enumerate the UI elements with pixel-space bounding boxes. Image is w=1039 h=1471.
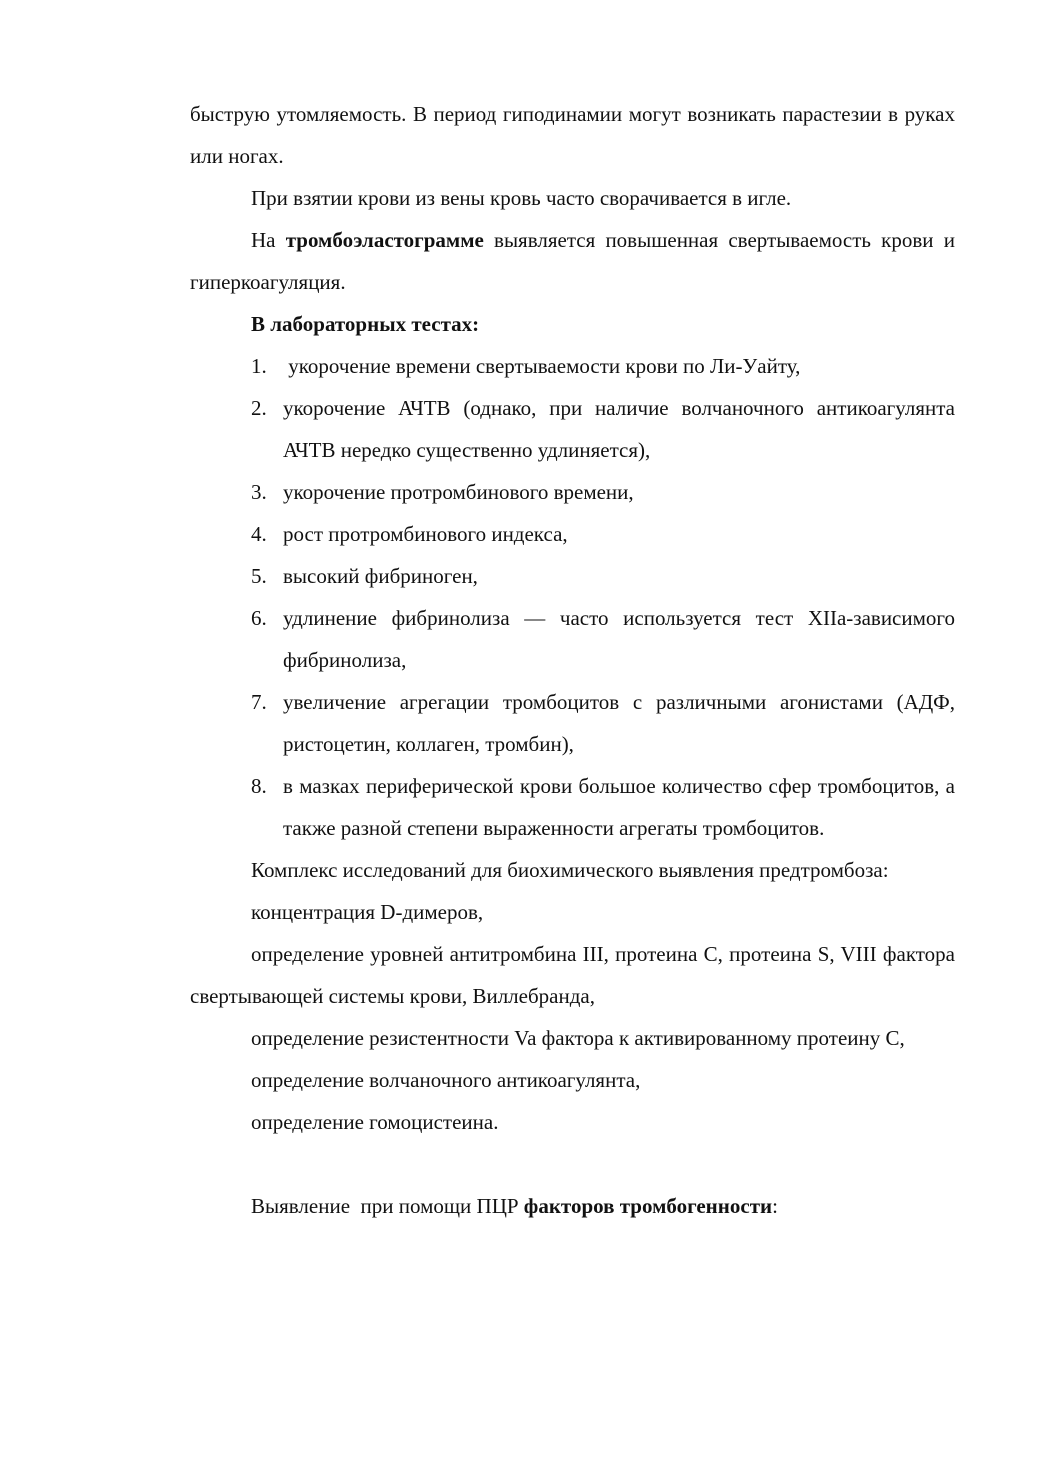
list-item-text: рост протромбинового индекса, — [283, 522, 568, 546]
list-item-number: 7. — [251, 690, 267, 714]
list-item — [251, 555, 955, 597]
list-item — [251, 471, 955, 513]
thromboelastogram-text-before: На — [251, 228, 286, 252]
list-item — [251, 597, 955, 681]
lab-tests-heading-text: В лабораторных тестах: — [251, 312, 480, 336]
pcr-text-after: : — [772, 1194, 778, 1218]
list-item — [251, 765, 955, 849]
list-item-number: 8. — [251, 774, 267, 798]
list-item-text: высокий фибриноген, — [283, 564, 478, 588]
pcr-term: факторов тромбогенности — [523, 1194, 773, 1218]
list-item-text: укорочение времени свертываемости крови по Ли-Уайту, — [283, 354, 801, 378]
paragraph-thromboelastogram — [190, 219, 955, 303]
lab-tests-list — [190, 345, 955, 849]
list-item-text: в мазках периферической крови большое количество сфер тромбоцитов, а также разной степени выраженности агрегаты тромбоцитов. — [283, 774, 955, 840]
list-item-number: 5. — [251, 564, 267, 588]
list-item-text: укорочение протромбинового времени, — [283, 480, 634, 504]
pcr-text-before: Выявление при помощи ПЦР — [251, 1194, 524, 1218]
list-item-number: 1. — [251, 354, 267, 378]
list-item-text: увеличение агрегации тромбоцитов с различными агонистами (АДФ, ристоцетин, коллаген, тромбин), — [283, 690, 955, 756]
list-item-number: 4. — [251, 522, 267, 546]
paragraph-pcr — [190, 1185, 955, 1227]
list-item — [251, 345, 955, 387]
paragraph-gap — [190, 1143, 955, 1185]
lab-tests-heading — [190, 303, 955, 345]
list-item-number: 3. — [251, 480, 267, 504]
complex-item-homocysteine: определение гомоцистеина. — [251, 1110, 499, 1134]
paragraph-fatigue: быструю утомляемость. В период гиподинамии могут возникать парастезии в руках или ногах. — [190, 102, 955, 168]
list-item-number: 6. — [251, 606, 267, 630]
complex-item-lupus-anticoagulant: определение волчаночного антикоагулянта, — [251, 1068, 641, 1092]
complex-item-va-resistance: определение резистентности Va фактора к активированному протеину C, — [251, 1026, 905, 1050]
thromboelastogram-text-after: выявляется повышенная свертываемость крови и гиперкоагуляция. — [190, 228, 955, 294]
thromboelastogram-term: тромбоэластограмме — [285, 228, 484, 252]
document-page — [190, 93, 955, 1227]
list-item — [251, 513, 955, 555]
list-item-number: 2. — [251, 396, 267, 420]
list-item — [251, 681, 955, 765]
paragraph-complex-intro: Комплекс исследований для биохимического выявления предтромбоза: — [251, 858, 889, 882]
list-item-text: удлинение фибринолиза — часто используется тест XIIа-зависимого фибринолиза, — [283, 606, 955, 672]
list-item-text: укорочение АЧТВ (однако, при наличие волчаночного антикоагулянта АЧТВ нередко существенно удлиняется), — [283, 396, 955, 462]
complex-item-d-dimers: концентрация D-димеров, — [251, 900, 484, 924]
paragraph-blood-sampling: При взятии крови из вены кровь часто сворачивается в игле. — [251, 186, 792, 210]
list-item — [251, 387, 955, 471]
complex-item-antithrombin: определение уровней антитромбина III, протеина C, протеина S, VIII фактора свертывающей системы крови, Виллебранда, — [190, 942, 955, 1008]
